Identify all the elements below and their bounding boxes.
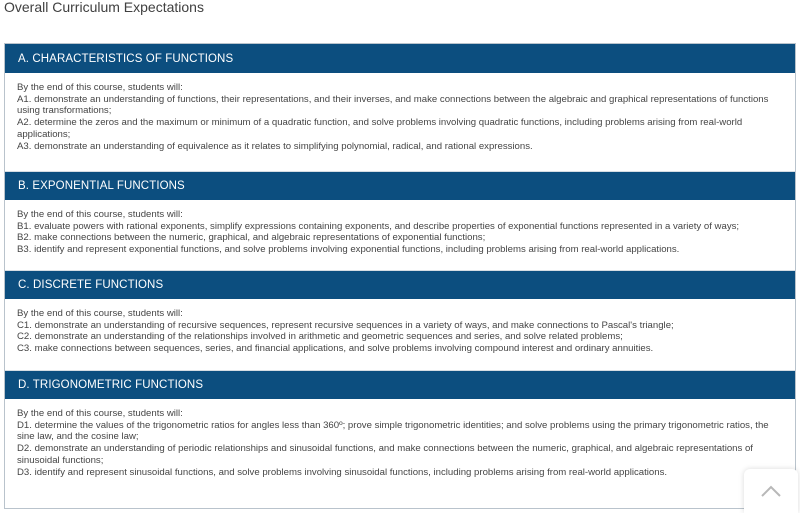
- section-intro: By the end of this course, students will:: [17, 408, 183, 419]
- expectation-item: C2. demonstrate an understanding of the relationships involved in arithmetic and geometric sequences and series, and solve related problems;: [17, 331, 623, 343]
- scroll-to-top-button[interactable]: [744, 469, 798, 513]
- section-header: C. DISCRETE FUNCTIONS: [5, 271, 795, 299]
- section-characteristics-of-functions: [5, 44, 795, 172]
- section-header: D. TRIGONOMETRIC FUNCTIONS: [5, 371, 795, 399]
- expectation-item: A2. determine the zeros and the maximum or minimum of a quadratic function, and solve problems involving quadratic functions, including problems arising from real-world applications;: [17, 117, 743, 140]
- expectation-item: D2. demonstrate an understanding of periodic relationships and sinusoidal functions, and make connections between the numeric, graphical, and algebraic representations of sinusoidal functions;: [17, 443, 753, 466]
- expectation-item: C3. make connections between sequences, series, and financial applications, and solve problems involving compound interest and ordinary annuities.: [17, 343, 654, 355]
- section-intro: By the end of this course, students will:: [17, 209, 183, 220]
- expectation-item: A1. demonstrate an understanding of functions, their representations, and their inverses, and make connections between the algebraic and graphical representations of functions using transformations;: [17, 93, 769, 117]
- expectation-item: D3. identify and represent sinusoidal functions, and solve problems involving sinusoidal functions, including problems arising from real-world applications.: [17, 466, 668, 478]
- section-body: [5, 399, 795, 508]
- section-trigonometric-functions: [5, 371, 795, 508]
- section-body: [5, 73, 795, 172]
- section-header: B. EXPONENTIAL FUNCTIONS: [5, 172, 795, 200]
- expectation-item: B1. evaluate powers with rational exponents, simplify expressions containing exponents, and describe properties of exponential functions represented in a variety of ways;: [17, 220, 740, 232]
- section-intro: By the end of this course, students will:: [17, 308, 183, 319]
- section-body: [5, 200, 795, 271]
- expectation-item: D1. determine the values of the trigonometric ratios for angles less than 360º; prove simple trigonometric identities; and solve problems using the primary trigonometric ratios, the sine law, and the cosine law;: [17, 419, 769, 443]
- chevron-up-icon: [760, 484, 782, 498]
- section-header: A. CHARACTERISTICS OF FUNCTIONS: [5, 44, 795, 73]
- expectation-item: B3. identify and represent exponential functions, and solve problems involving exponential functions, including problems arising from real-world applications.: [17, 244, 680, 256]
- expectation-item: A3. demonstrate an understanding of equivalence as it relates to simplifying polynomial, radical, and rational expressions.: [17, 140, 533, 152]
- expectation-item: C1. demonstrate an understanding of recursive sequences, represent recursive sequences in a variety of ways, and make connections to Pascal's triangle;: [17, 319, 674, 331]
- expectation-item: B2. make connections between the numeric, graphical, and algebraic representations of exponential functions;: [17, 232, 486, 244]
- section-intro: By the end of this course, students will:: [17, 82, 183, 93]
- section-discrete-functions: [5, 271, 795, 371]
- section-exponential-functions: [5, 172, 795, 271]
- section-body: [5, 299, 795, 371]
- expectations-table: [4, 43, 796, 509]
- page-title: Overall Curriculum Expectations: [4, 0, 204, 15]
